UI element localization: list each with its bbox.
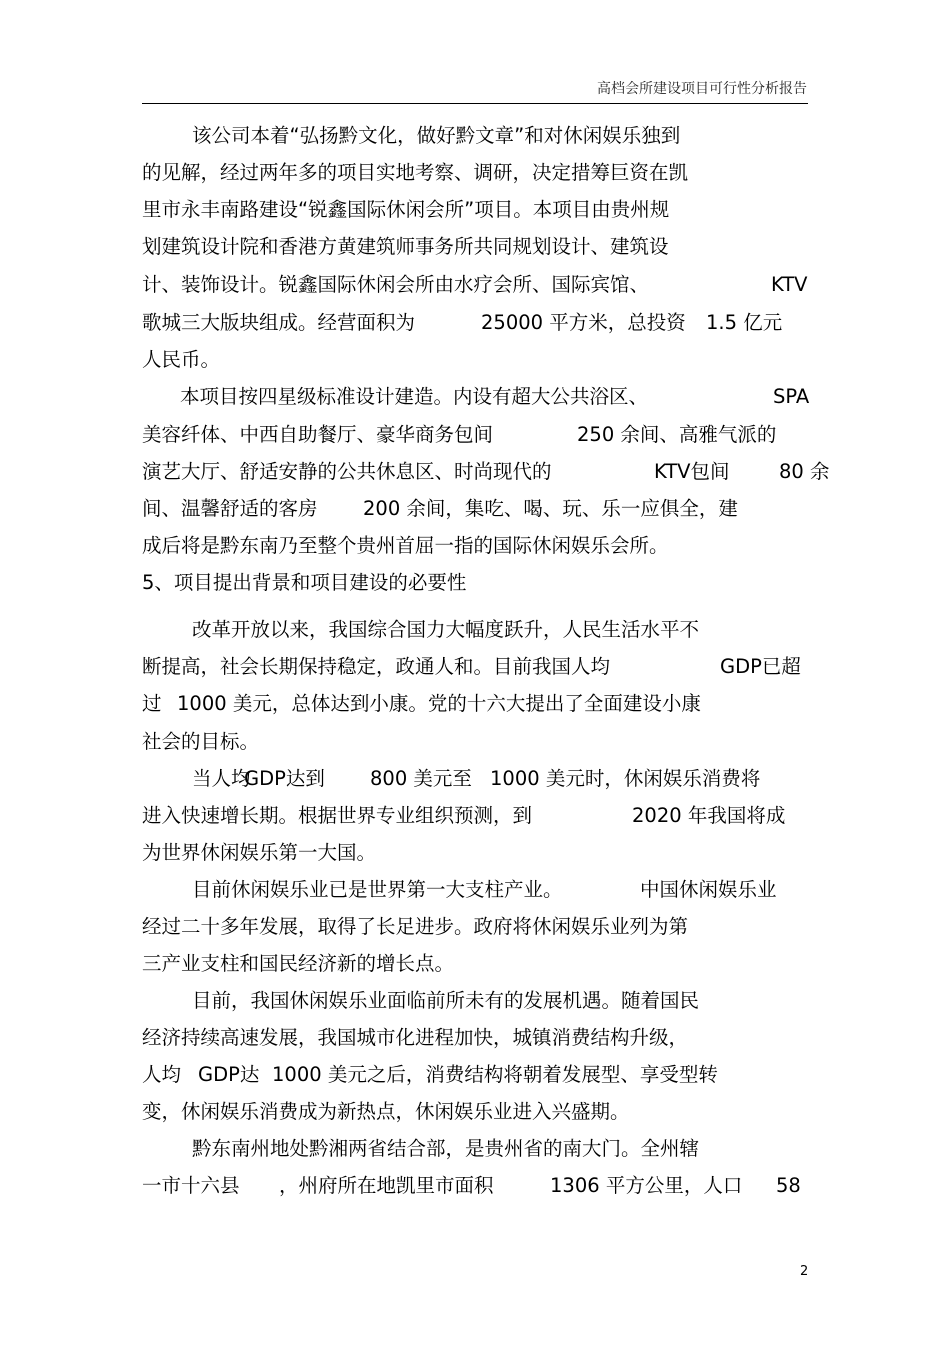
- text-segment: 计、装饰设计。锐鑫国际休闲会所由水疗会所、国际宾馆、: [142, 273, 650, 296]
- text-line: [0, 459, 950, 485]
- page-number: 2: [800, 1264, 809, 1279]
- text-segment: 三产业支柱和国民经济新的增长点。: [142, 952, 455, 975]
- text-line: [0, 533, 950, 559]
- text-segment: 经济持续高速发展，我国城市化进程加快，城镇消费结构升级，: [142, 1026, 689, 1049]
- text-segment: SPA: [773, 385, 810, 408]
- text-segment: GDP达: [198, 1063, 260, 1086]
- text-segment: 为世界休闲娱乐第一大国。: [142, 841, 377, 864]
- text-segment: 改革开放以来，我国综合国力大幅度跃升，人民生活水平不: [192, 618, 700, 641]
- text-line: [0, 803, 950, 829]
- text-segment: 中国休闲娱乐业: [640, 878, 777, 901]
- text-segment: 1000 美元时，休闲娱乐消费将: [490, 767, 761, 790]
- text-segment: 目前休闲娱乐业已是世界第一大支柱产业。: [192, 878, 563, 901]
- text-line: [0, 272, 950, 298]
- text-line: [0, 234, 950, 260]
- text-segment: 黔东南州地处黔湘两省结合部，是贵州省的南大门。全州辖: [192, 1137, 700, 1160]
- text-segment: 2020 年我国将成: [632, 804, 786, 827]
- text-segment: 经过二十多年发展，取得了长足进步。政府将休闲娱乐业列为第: [142, 915, 689, 938]
- text-segment: KTV包间: [654, 460, 730, 483]
- text-line: [0, 1173, 950, 1199]
- text-line: [0, 729, 950, 755]
- text-line: [0, 877, 950, 903]
- text-line: [0, 691, 950, 717]
- text-segment: 5、项目提出背景和项目建设的必要性: [142, 571, 467, 594]
- text-line: [0, 310, 950, 336]
- text-segment: 演艺大厅、舒适安静的公共休息区、时尚现代的: [142, 460, 552, 483]
- text-line: [0, 570, 950, 596]
- text-segment: KTV: [771, 273, 808, 296]
- text-line: [0, 347, 950, 373]
- text-line: [0, 1062, 950, 1088]
- text-segment: 200 余间，集吃、喝、玩、乐一应俱全，建: [363, 497, 738, 520]
- text-segment: GDP达到: [244, 767, 325, 790]
- text-segment: 过: [142, 692, 162, 715]
- text-line: [0, 988, 950, 1014]
- text-segment: 歌城三大版块组成。经营面积为: [142, 311, 416, 334]
- text-line: [0, 617, 950, 643]
- text-segment: 目前，我国休闲娱乐业面临前所未有的发展机遇。随着国民: [192, 989, 700, 1012]
- text-segment: 250 余间、高雅气派的: [577, 423, 777, 446]
- text-segment: 的见解，经过两年多的项目实地考察、调研，决定措筹巨资在凯: [142, 161, 689, 184]
- text-line: [0, 422, 950, 448]
- text-line: [0, 197, 950, 223]
- text-segment: 1000 美元之后，消费结构将朝着发展型、享受型转: [272, 1063, 718, 1086]
- text-line: [0, 1025, 950, 1051]
- text-segment: GDP已超: [720, 655, 801, 678]
- text-segment: 80 余: [779, 460, 830, 483]
- text-segment: 1000 美元，总体达到小康。党的十六大提出了全面建设小康: [177, 692, 701, 715]
- text-line: [0, 123, 950, 149]
- header-divider: [142, 103, 808, 104]
- text-line: [0, 160, 950, 186]
- text-line: [0, 1099, 950, 1125]
- text-segment: 美容纤体、中西自助餐厅、豪华商务包间: [142, 423, 494, 446]
- text-line: [0, 951, 950, 977]
- text-segment: 断提高，社会长期保持稳定，政通人和。目前我国人均: [142, 655, 611, 678]
- text-line: [0, 384, 950, 410]
- text-segment: 25000 平方米，总投资: [481, 311, 686, 334]
- text-segment: 人均: [142, 1063, 182, 1086]
- text-segment: 进入快速增长期。根据世界专业组织预测，到: [142, 804, 533, 827]
- text-segment: 人民币。: [142, 348, 221, 371]
- text-segment: 里市永丰南路建设“锐鑫国际休闲会所”项目。本项目由贵州规: [142, 198, 670, 221]
- text-segment: 58: [776, 1174, 801, 1197]
- text-line: [0, 914, 950, 940]
- text-segment: 社会的目标。: [142, 730, 260, 753]
- text-segment: 划建筑设计院和香港方黄建筑师事务所共同规划设计、建筑设: [142, 235, 669, 258]
- text-segment: 一市十六县: [142, 1174, 240, 1197]
- text-segment: 间、温馨舒适的客房: [142, 497, 318, 520]
- text-line: [0, 654, 950, 680]
- text-segment: 当人均: [192, 767, 251, 790]
- text-line: [0, 496, 950, 522]
- text-segment: 1306 平方公里，人口: [550, 1174, 743, 1197]
- text-segment: 800 美元至: [370, 767, 472, 790]
- text-line: [0, 840, 950, 866]
- header-title: 高档会所建设项目可行性分析报告: [597, 81, 807, 97]
- text-line: [0, 1136, 950, 1162]
- text-segment: 本项目按四星级标准设计建造。内设有超大公共浴区、: [180, 385, 649, 408]
- text-segment: ，州府所在地凯里市面积: [279, 1174, 494, 1197]
- text-segment: 变，休闲娱乐消费成为新热点，休闲娱乐业进入兴盛期。: [142, 1100, 630, 1123]
- text-segment: 1.5 亿元: [706, 311, 783, 334]
- text-line: [0, 766, 950, 792]
- text-segment: 该公司本着“弘扬黔文化，做好黔文章”和对休闲娱乐独到: [192, 124, 681, 147]
- text-segment: 成后将是黔东南乃至整个贵州首屈一指的国际休闲娱乐会所。: [142, 534, 669, 557]
